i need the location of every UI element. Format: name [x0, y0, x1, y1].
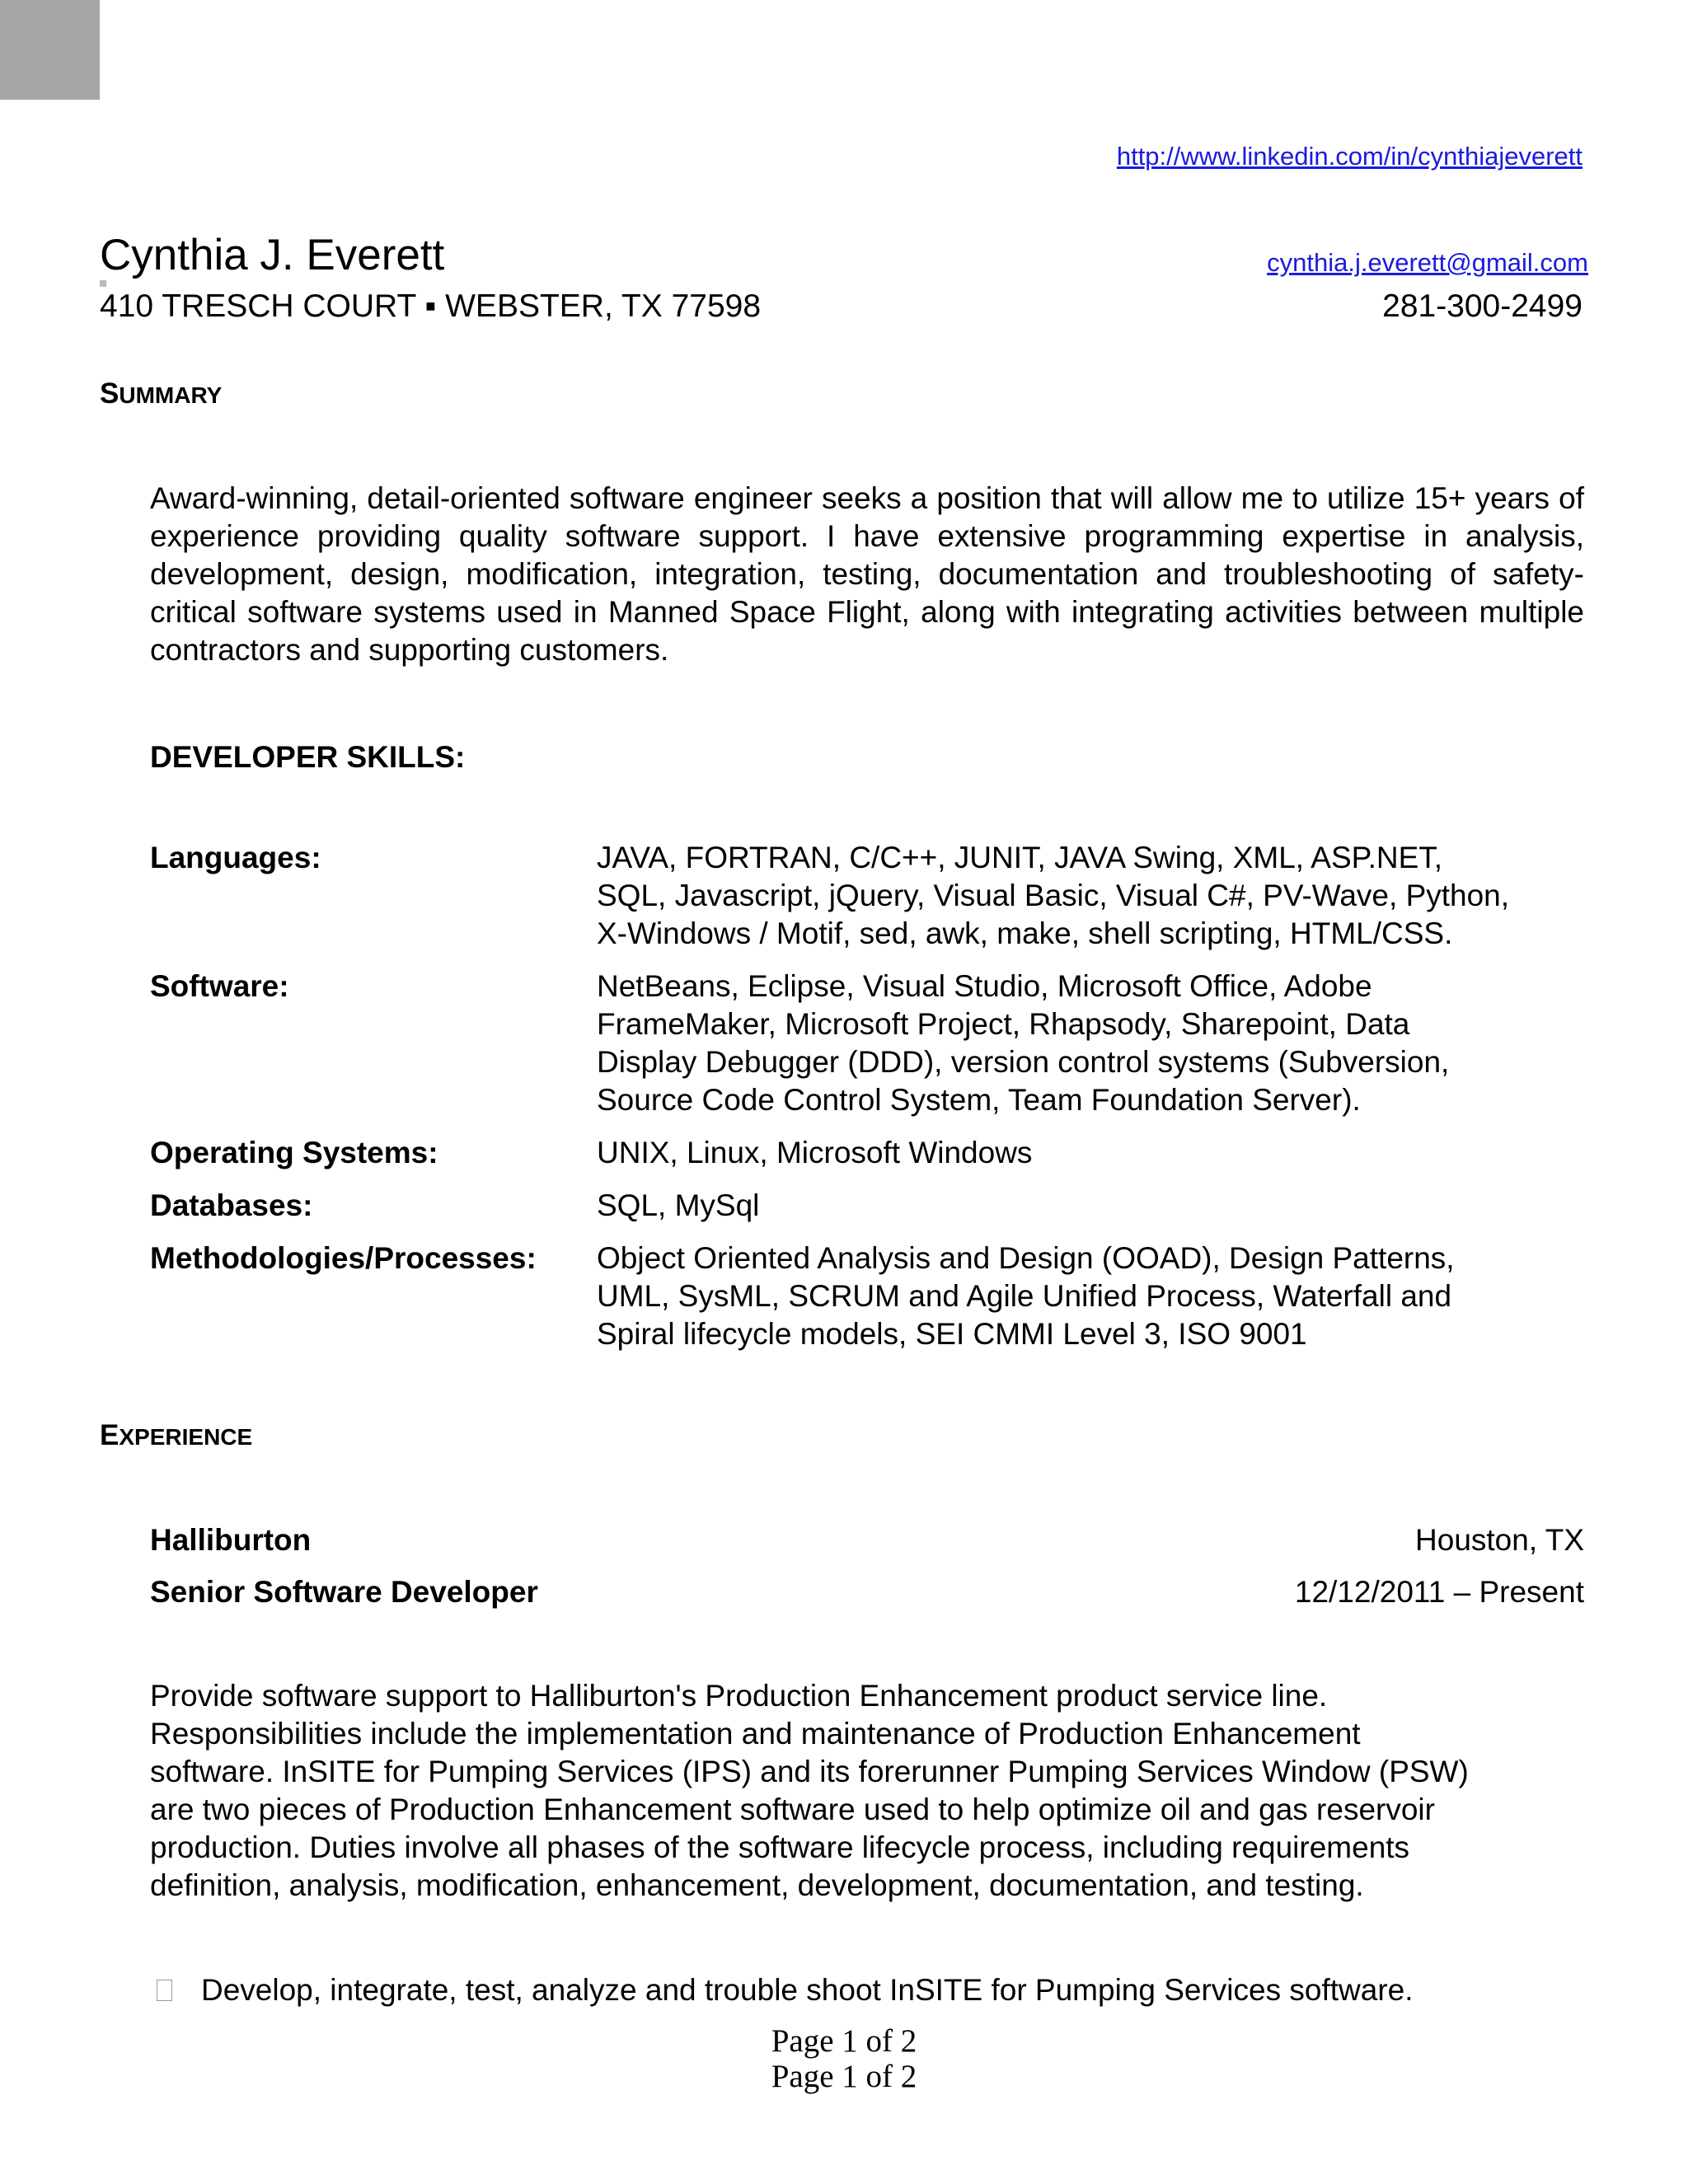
bullet-placeholder-icon: [157, 1980, 172, 2001]
skill-row-methodologies: [150, 1240, 1601, 1353]
skill-row-databases: [150, 1187, 1601, 1225]
skill-value: Object Oriented Analysis and Design (OOAD), Design Patterns, UML, SysML, SCRUM and Agile Unified Process, Waterfall and Spiral lifecycle models, SEI CMMI Level 3, ISO 9001: [597, 1241, 1455, 1351]
skills-list: [150, 839, 1601, 1368]
job-description: Provide software support to Halliburton's Production Enhancement product service line. Responsibilities include the implementation and maintenance of Production Enhancement software. InSITE for Pumping Services (IPS) and its forerunner Pumping Services Window (PSW) are two pieces of Production Enhancement software used to help optimize oil and gas reservoir production. Duties involve all phases of the software lifecycle process, including requirements definition, analysis, modification, enhancement, development, documentation, and testing.: [150, 1679, 1469, 1902]
skill-label: Methodologies/Processes:: [150, 1241, 537, 1275]
name-anchor-marker: [100, 280, 106, 287]
job-title: Senior Software Developer: [150, 1575, 538, 1609]
skill-row-operating-systems: [150, 1134, 1601, 1172]
list-item: [150, 1971, 1414, 2009]
page-number: Page 1 of 2: [771, 2023, 917, 2059]
corner-gray-block: [0, 0, 100, 100]
skill-row-software: [150, 968, 1601, 1119]
candidate-name: Cynthia J. Everett: [100, 231, 445, 279]
experience-heading: EXPERIENCE: [100, 1419, 253, 1451]
skill-value: UNIX, Linux, Microsoft Windows: [597, 1136, 1033, 1169]
phone-number: 281-300-2499: [1382, 288, 1582, 324]
skill-label: Software:: [150, 969, 289, 1003]
developer-skills-heading: DEVELOPER SKILLS:: [150, 740, 466, 774]
page-number-repeat: Page 1 of 2: [771, 2059, 917, 2094]
job-location: Houston, TX: [1415, 1523, 1584, 1557]
address: 410 TRESCH COURT ▪ WEBSTER, TX 77598: [100, 288, 762, 324]
summary-heading: SUMMARY: [100, 377, 223, 410]
linkedin-link[interactable]: http://www.linkedin.com/in/cynthiajeverett: [1116, 142, 1582, 171]
skill-label: Operating Systems:: [150, 1136, 438, 1169]
bullet-text: Develop, integrate, test, analyze and trouble shoot InSITE for Pumping Services software.: [201, 1973, 1414, 2007]
company-name: Halliburton: [150, 1523, 312, 1557]
skill-row-languages: [150, 839, 1601, 953]
skill-value: JAVA, FORTRAN, C/C++, JUNIT, JAVA Swing, XML, ASP.NET, SQL, Javascript, jQuery, Visual Basic, Visual C#, PV-Wave, Python, X-Windows / Motif, sed, awk, make, shell scripting, HTML/CSS.: [597, 841, 1510, 950]
skill-label: Databases:: [150, 1188, 313, 1222]
skill-value: SQL, MySql: [597, 1188, 760, 1222]
job-dates: 12/12/2011 – Present: [1294, 1575, 1584, 1609]
summary-text: Award-winning, detail-oriented software engineer seeks a position that will allow me to utilize 15+ years of experience providing quality software support. I have extensive programming expertise in analysis, development, design, modification, integration, testing, documentation and troubleshooting of safety-critical software systems used in Manned Space Flight, along with integrating activities between multiple contractors and supporting customers.: [150, 481, 1584, 667]
skill-value: NetBeans, Eclipse, Visual Studio, Microsoft Office, Adobe FrameMaker, Microsoft Project, Rhapsody, Sharepoint, Data Display Debugger (DDD), version control systems (Subversion, Source Code Control System, Team Foundation Server).: [597, 969, 1450, 1117]
skill-label: Languages:: [150, 841, 321, 874]
email-link[interactable]: cynthia.j.everett@gmail.com: [1267, 248, 1588, 277]
